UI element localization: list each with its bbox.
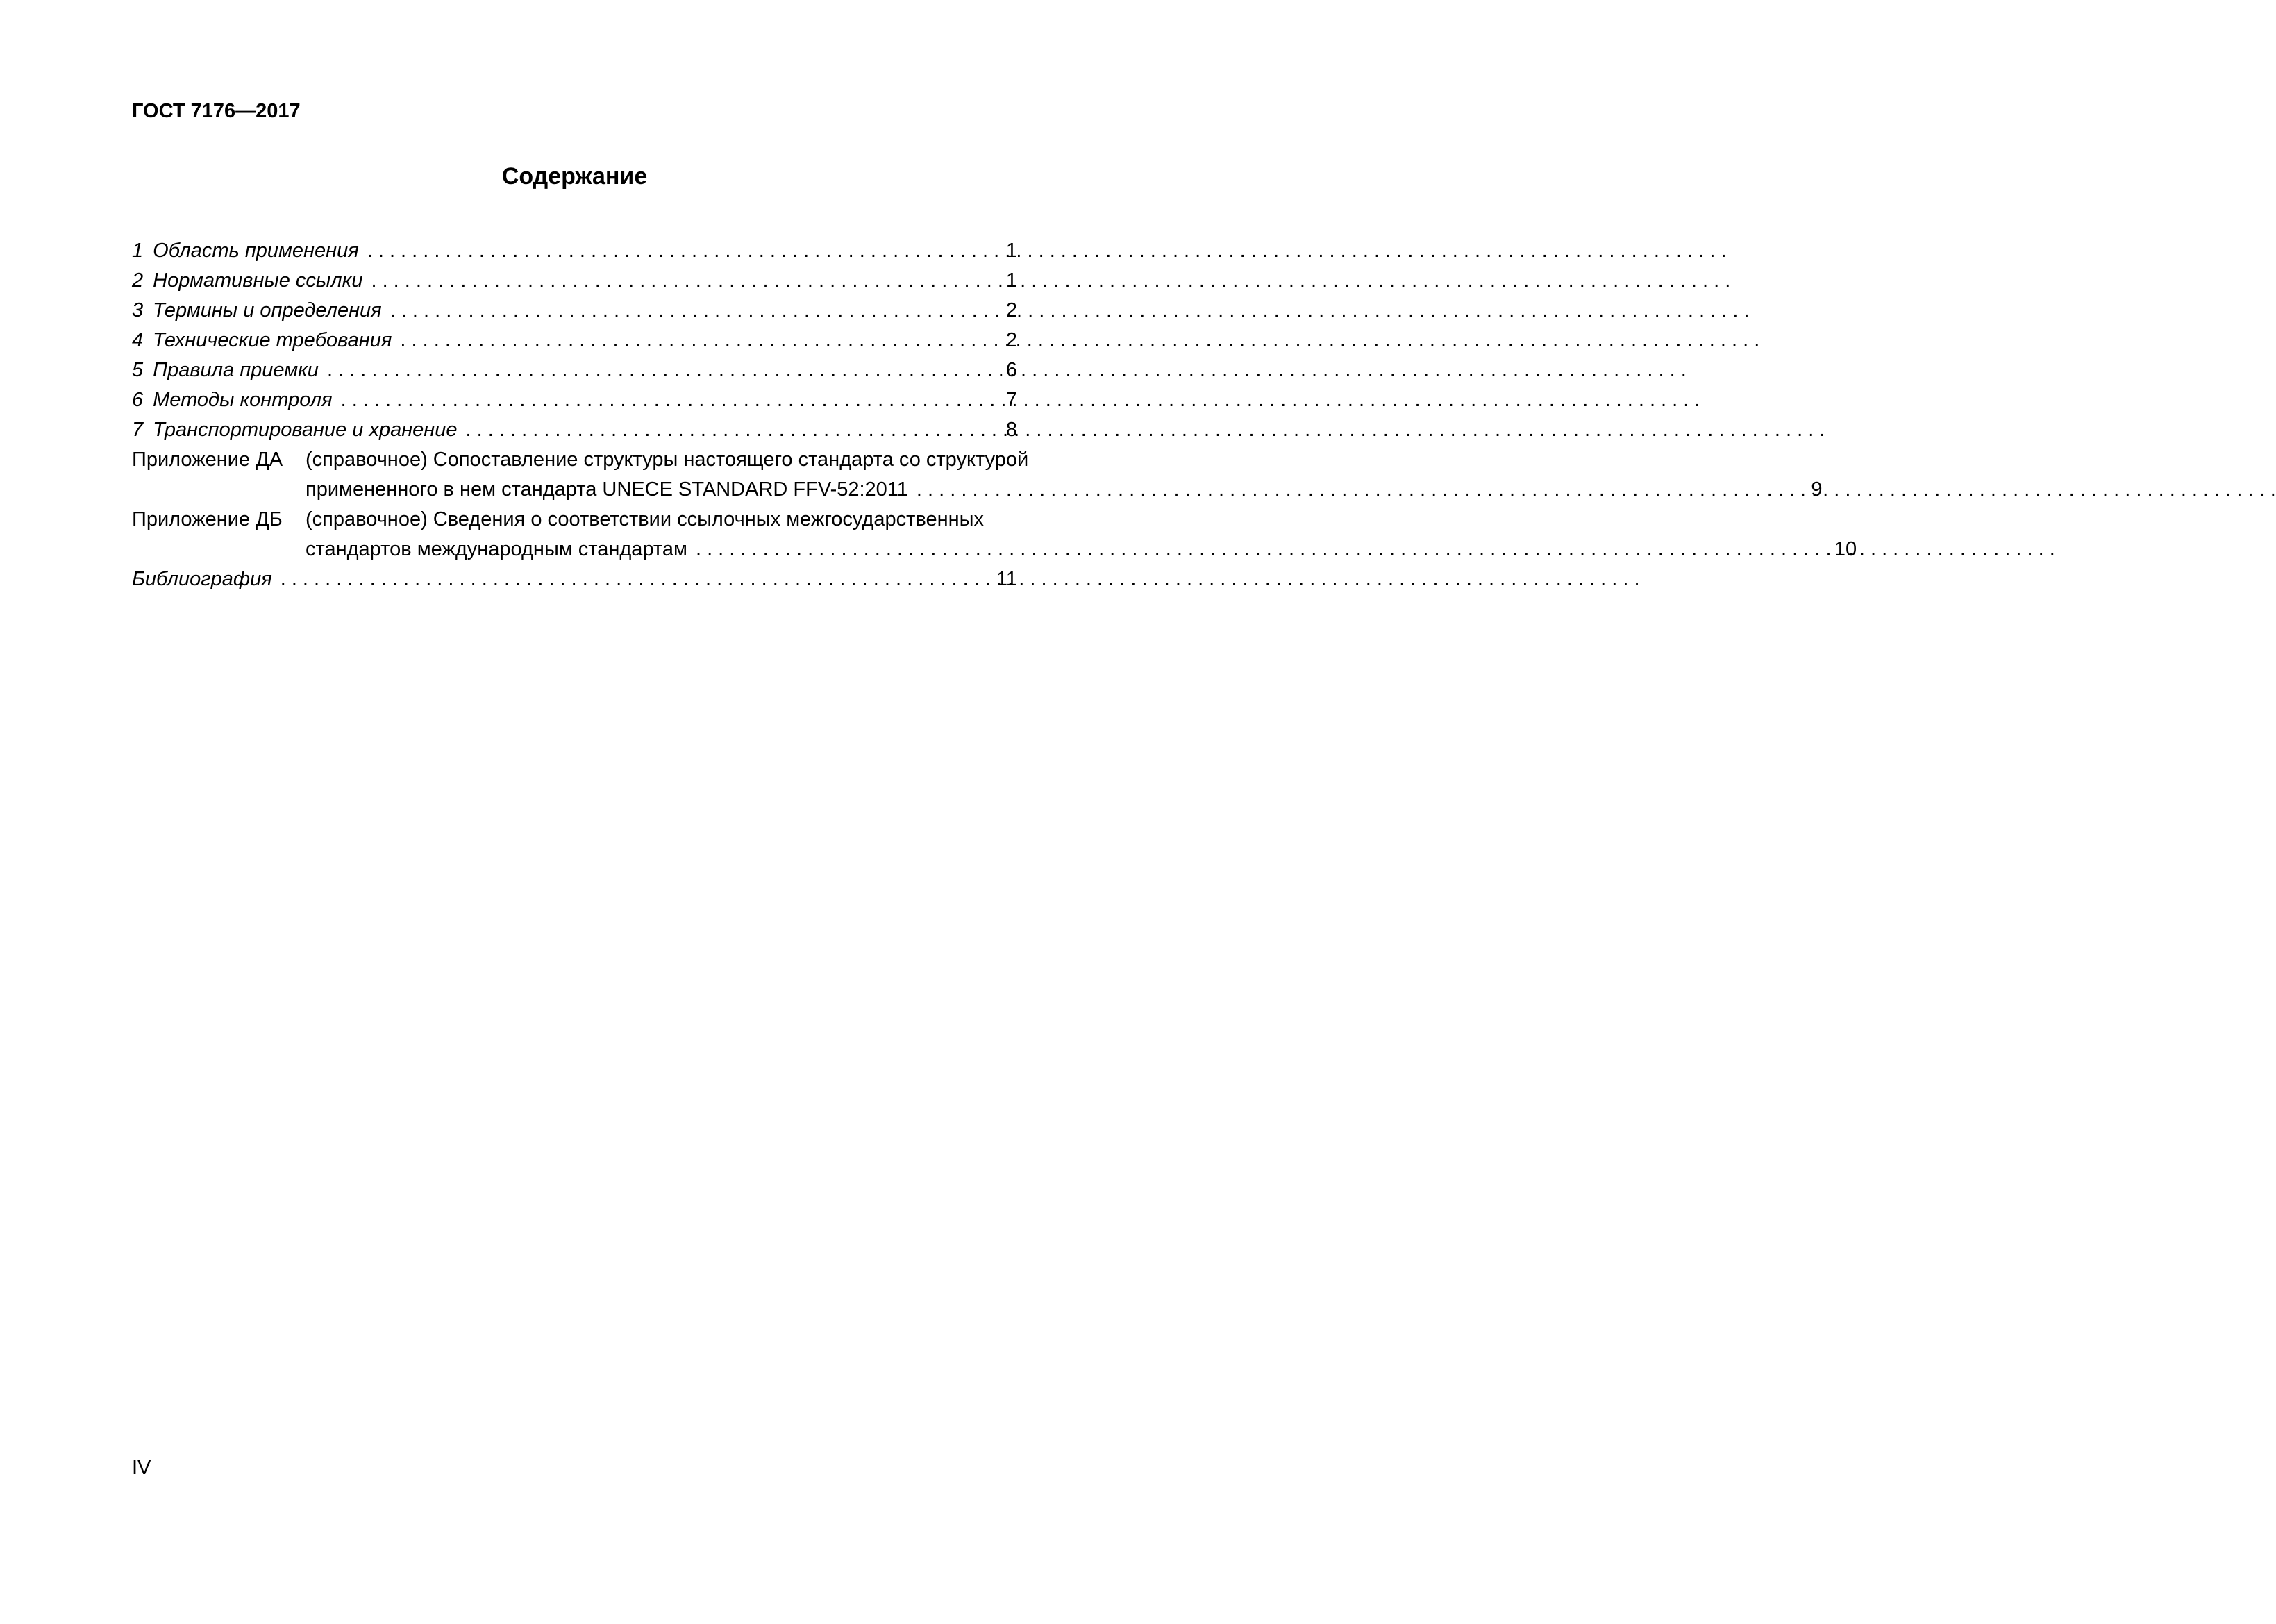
appendix-line-2-text: стандартов международным стандартам: [306, 538, 687, 560]
toc-item-number: 1: [132, 240, 144, 262]
toc-item-number: 5: [132, 359, 144, 381]
appendix-line-2: [306, 475, 1823, 505]
toc-row-5: [132, 355, 1017, 385]
dot-leader: [327, 355, 1001, 385]
toc-row-bibliography: [132, 564, 1017, 594]
toc-item-page: 7: [1005, 389, 1017, 411]
toc-item-number: 4: [132, 329, 144, 351]
toc-item-label: Транспортирование и хранение: [153, 419, 458, 441]
toc-row-6: [132, 385, 1017, 415]
toc-item-number: 2: [132, 269, 144, 292]
toc-item-page: 6: [1005, 359, 1017, 381]
dot-leader: [400, 326, 1000, 355]
dot-leader: [341, 385, 1001, 415]
toc-item-page: 2: [1005, 299, 1017, 321]
toc-item-page: 10: [1834, 538, 1857, 560]
toc-item-label: Термины и определения: [153, 299, 382, 321]
toc-row-3: [132, 296, 1017, 326]
dot-leader: [696, 535, 1829, 564]
toc-item-label: Область применения: [153, 240, 359, 262]
toc-item-page: 1: [1005, 269, 1017, 292]
toc-item-label: Нормативные ссылки: [153, 269, 363, 292]
toc-appendix-da: [132, 445, 1823, 505]
toc-row-4: [132, 326, 1017, 355]
dot-leader: [917, 475, 1805, 505]
appendix-line-1: (справочное) Сведения о соответствии ссылочных межгосударственных: [306, 508, 984, 530]
page-body: [0, 0, 1857, 594]
toc-item-page: 2: [1005, 329, 1017, 351]
toc-item-number: 3: [132, 299, 144, 321]
dot-leader: [367, 236, 1001, 266]
toc-item-page: 8: [1005, 419, 1017, 441]
page-title: Содержание: [501, 163, 648, 190]
toc-item-number: 6: [132, 389, 144, 411]
toc-item-number: 7: [132, 419, 144, 441]
toc-item-label: Библиография: [132, 568, 272, 590]
toc-row-2: [132, 266, 1017, 296]
page-number-footer: IV: [132, 1457, 151, 1479]
appendix-label: Приложение ДБ: [132, 508, 283, 530]
dot-leader: [390, 296, 1001, 326]
appendix-label: Приложение ДА: [132, 449, 283, 471]
toc-row-1: [132, 236, 1017, 266]
toc-appendix-db: [132, 505, 1857, 564]
appendix-line-1: (справочное) Сопоставление структуры настоящего стандарта со структурой: [306, 449, 1029, 471]
appendix-line-2: [306, 535, 1857, 564]
dot-leader: [281, 564, 991, 594]
appendix-line-2-text: примененного в нем стандарта UNECE STANDARD FFV-52:2011: [306, 478, 908, 501]
toc-item-page: 1: [1005, 240, 1017, 262]
toc-item-label: Методы контроля: [153, 389, 333, 411]
table-of-contents: [132, 236, 1857, 594]
dot-leader: [371, 266, 1000, 296]
appendix-text: [306, 505, 1857, 564]
dot-leader: [466, 415, 1001, 445]
appendix-text: [306, 445, 1823, 505]
toc-item-label: Правила приемки: [153, 359, 319, 381]
doc-number: ГОСТ 7176—2017: [132, 100, 301, 122]
toc-item-page: 9: [1811, 478, 1823, 501]
toc-row-7: [132, 415, 1017, 445]
toc-item-label: Технические требования: [153, 329, 392, 351]
toc-item-page: 11: [996, 568, 1017, 590]
